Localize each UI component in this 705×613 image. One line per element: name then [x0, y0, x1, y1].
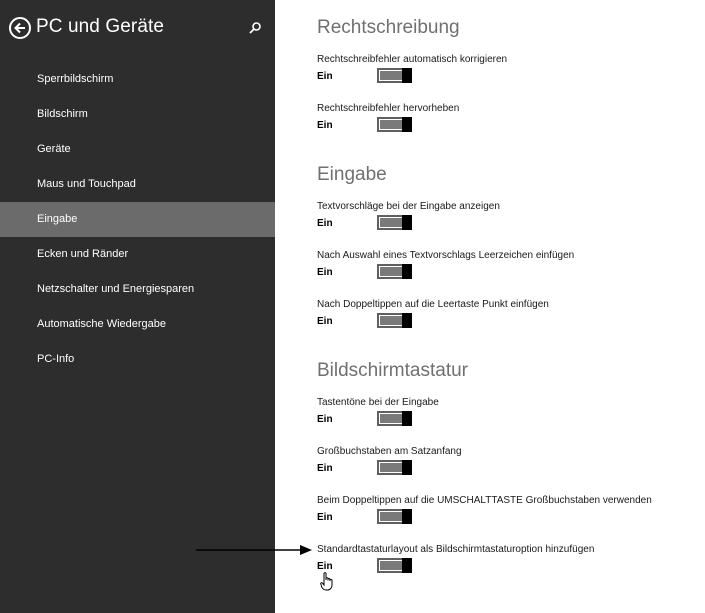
section-title-bildschirmtastatur: Bildschirmtastatur — [317, 360, 468, 381]
toggle-switch[interactable] — [377, 460, 412, 475]
setting-standard-layout — [317, 544, 697, 584]
setting-label: Rechtschreibfehler automatisch korrigieren — [317, 54, 508, 65]
hand-pointer-icon — [320, 572, 334, 591]
sidebar-item-automatische-wiedergabe[interactable]: Automatische Wiedergabe — [37, 318, 167, 330]
setting-double-tap-period — [317, 299, 697, 339]
setting-highlight-errors — [317, 103, 697, 143]
toggle-thumb — [402, 509, 412, 524]
section-title-rechtschreibung: Rechtschreibung — [317, 17, 460, 38]
sidebar-item-netzschalter[interactable]: Netzschalter und Energiesparen — [37, 283, 195, 295]
toggle-switch[interactable] — [377, 411, 412, 426]
toggle-thumb — [402, 558, 412, 573]
toggle-thumb — [402, 411, 412, 426]
state-label: Ein — [317, 267, 333, 278]
setting-label: Nach Auswahl eines Textvorschlags Leerzeichen einfügen — [317, 250, 575, 261]
sidebar-item-geraete[interactable]: Geräte — [37, 143, 71, 155]
setting-insert-space — [317, 250, 697, 290]
state-label: Ein — [317, 463, 333, 474]
toggle-switch[interactable] — [377, 509, 412, 524]
state-label: Ein — [317, 120, 333, 131]
back-button[interactable] — [9, 17, 31, 39]
page-title: PC und Geräte — [36, 16, 165, 37]
sidebar-item-pc-info[interactable]: PC-Info — [37, 353, 75, 365]
setting-label: Nach Doppeltippen auf die Leertaste Punkt einfügen — [317, 299, 549, 310]
toggle-thumb — [402, 215, 412, 230]
state-label: Ein — [317, 218, 333, 229]
setting-label: Standardtastaturlayout als Bildschirmtastaturoption hinzufügen — [317, 544, 595, 555]
search-button[interactable] — [247, 20, 263, 36]
setting-double-tap-shift — [317, 495, 697, 535]
toggle-switch[interactable] — [377, 117, 412, 132]
setting-key-sounds — [317, 397, 697, 437]
toggle-thumb — [402, 68, 412, 83]
setting-autocorrect — [317, 54, 697, 94]
sidebar-item-bildschirm[interactable]: Bildschirm — [37, 108, 88, 120]
sidebar — [0, 0, 275, 613]
annotation-arrow-icon — [196, 544, 314, 556]
toggle-switch[interactable] — [377, 215, 412, 230]
state-label: Ein — [317, 512, 333, 523]
sidebar-nav — [0, 62, 275, 377]
toggle-switch[interactable] — [377, 264, 412, 279]
setting-text-suggestions — [317, 201, 697, 241]
toggle-thumb — [402, 460, 412, 475]
sidebar-item-eingabe[interactable]: Eingabe — [0, 202, 275, 237]
toggle-switch[interactable] — [377, 558, 412, 573]
setting-label: Großbuchstaben am Satzanfang — [317, 446, 462, 457]
section-title-eingabe: Eingabe — [317, 164, 387, 185]
settings-content — [317, 0, 705, 613]
toggle-thumb — [402, 264, 412, 279]
search-icon — [247, 20, 263, 36]
state-label: Ein — [317, 561, 333, 572]
setting-label: Textvorschläge bei der Eingabe anzeigen — [317, 201, 500, 212]
setting-label: Beim Doppeltippen auf die UMSCHALTTASTE Großbuchstaben verwenden — [317, 495, 652, 506]
state-label: Ein — [317, 71, 333, 82]
back-arrow-icon — [13, 21, 27, 35]
sidebar-item-ecken-und-raender[interactable]: Ecken und Ränder — [37, 248, 129, 260]
sidebar-header — [0, 0, 275, 58]
state-label: Ein — [317, 414, 333, 425]
setting-label: Tastentöne bei der Eingabe — [317, 397, 439, 408]
toggle-thumb — [402, 117, 412, 132]
toggle-thumb — [402, 313, 412, 328]
sidebar-item-maus-und-touchpad[interactable]: Maus und Touchpad — [37, 178, 136, 190]
setting-capitalize-sentence — [317, 446, 697, 486]
state-label: Ein — [317, 316, 333, 327]
toggle-switch[interactable] — [377, 68, 412, 83]
setting-label: Rechtschreibfehler hervorheben — [317, 103, 460, 114]
sidebar-item-sperrbildschirm[interactable]: Sperrbildschirm — [37, 73, 114, 85]
toggle-switch[interactable] — [377, 313, 412, 328]
